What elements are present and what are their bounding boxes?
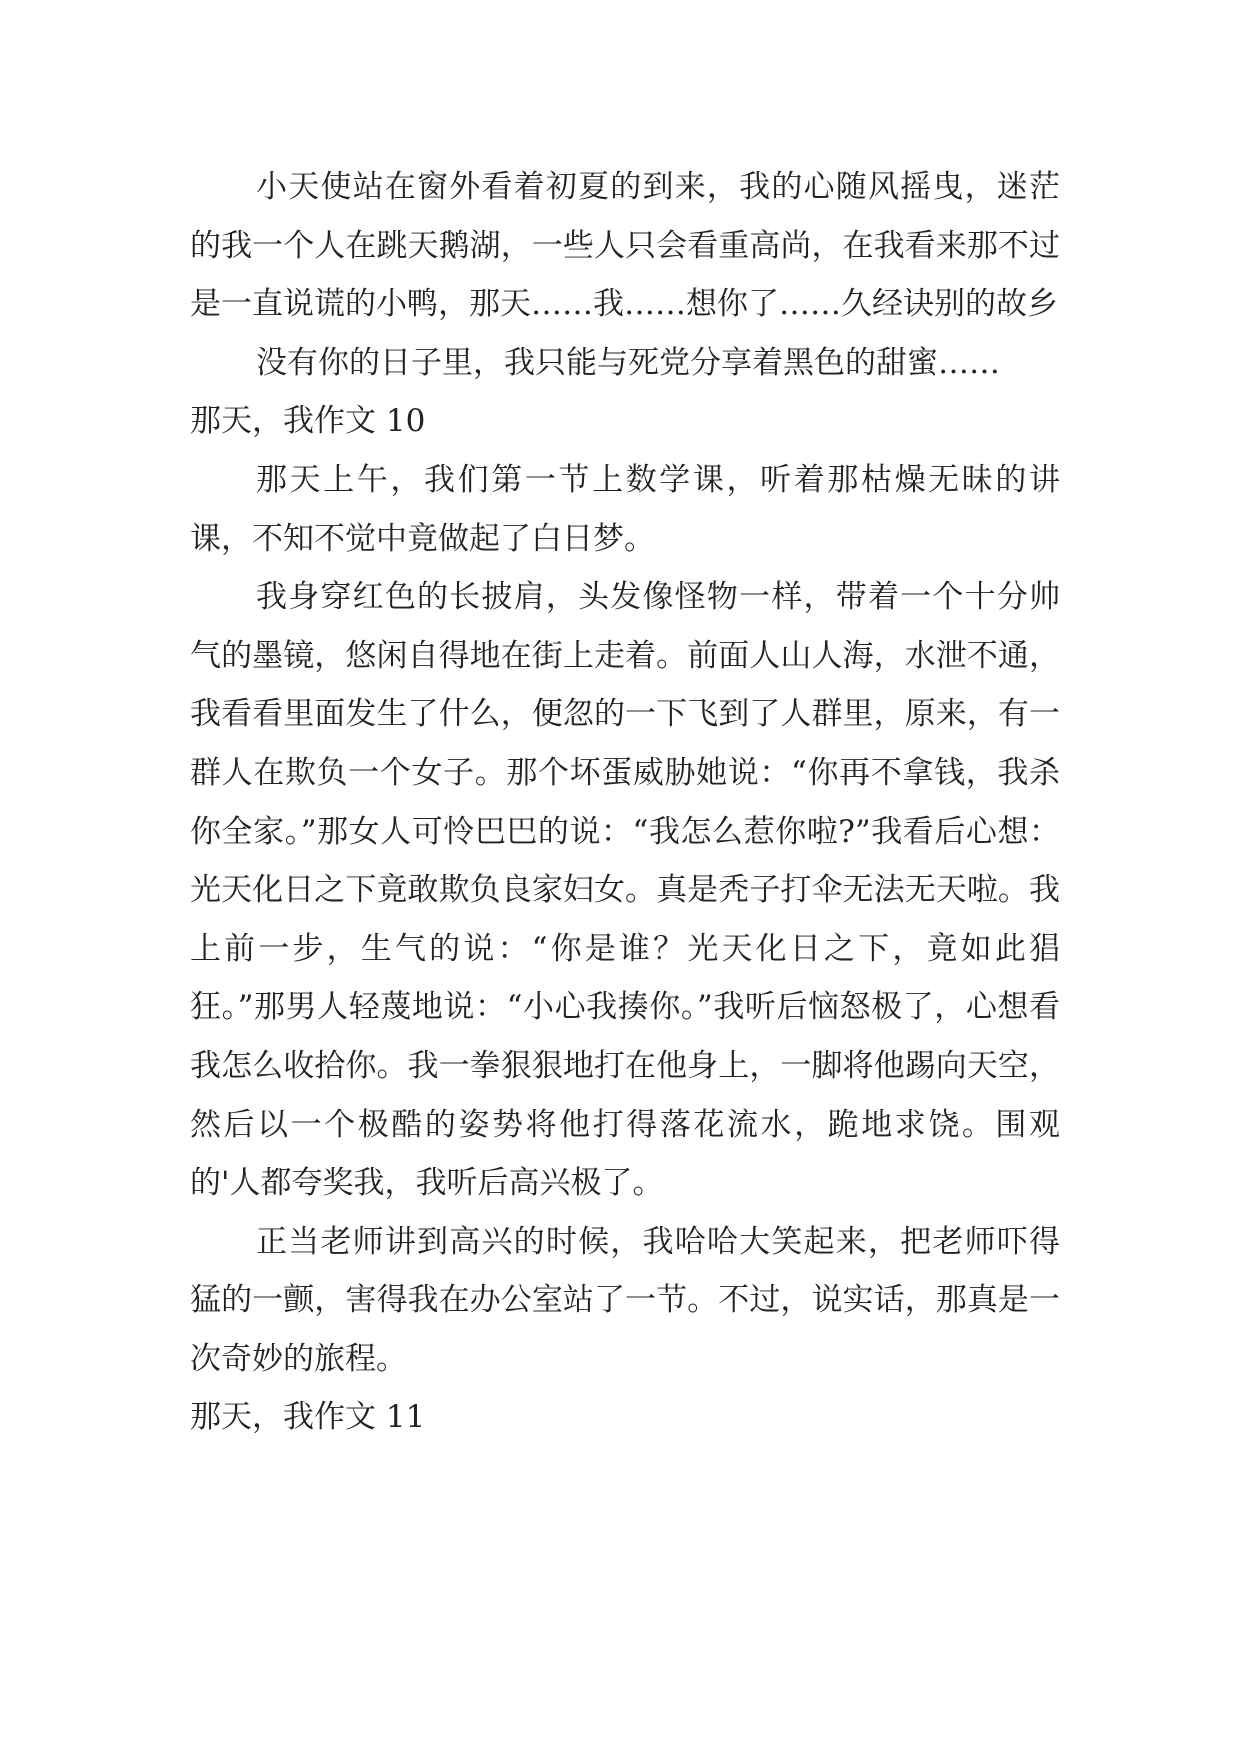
document-body [190, 158, 1060, 1447]
essay-heading-10: 那天，我作文 10 [190, 403, 426, 440]
paragraph-1: 小天使站在窗外看着初夏的到来，我的心随风摇曳，迷茫的我一个人在跳天鹅湖，一些人只会看重高尚，在我看来那不过是一直说谎的小鸭，那天……我……想你了……久经诀别的故乡 [190, 169, 1060, 323]
paragraph-5: 正当老师讲到高兴的时候，我哈哈大笑起来，把老师吓得猛的一颤，害得我在办公室站了一节。不过，说实话，那真是一次奇妙的旅程。 [190, 1223, 1060, 1377]
paragraph-4: 我身穿红色的长披肩，头发像怪物一样，带着一个十分帅气的墨镜，悠闲自得地在街上走着。前面人山人海，水泄不通，我看看里面发生了什么，便忽的一下飞到了人群里，原来，有一群人在欺负一个女子。那个坏蛋威胁她说：“你再不拿钱，我杀你全家。”那女人可怜巴巴的说：“我怎么惹你啦?”我看后心想：光天化日之下竟敢欺负良家妇女。真是秃子打伞无法无天啦。我上前一步，生气的说：“你是谁？光天化日之下，竟如此猖狂。”那男人轻蔑地说：“小心我揍你。”我听后恼怒极了，心想看我怎么收拾你。我一拳狠狠地打在他身上，一脚将他踢向天空，然后以一个极酷的姿势将他打得落花流水，跪地求饶。围观的'人都夸奖我，我听后高兴极了。 [190, 579, 1060, 1202]
paragraph-2: 没有你的日子里，我只能与死党分享着黑色的甜蜜…… [256, 344, 1000, 381]
paragraph-3: 那天上午，我们第一节上数学课，听着那枯燥无昧的讲课，不知不觉中竟做起了白日梦。 [190, 461, 1060, 557]
essay-heading-11: 那天，我作文 11 [190, 1399, 426, 1436]
